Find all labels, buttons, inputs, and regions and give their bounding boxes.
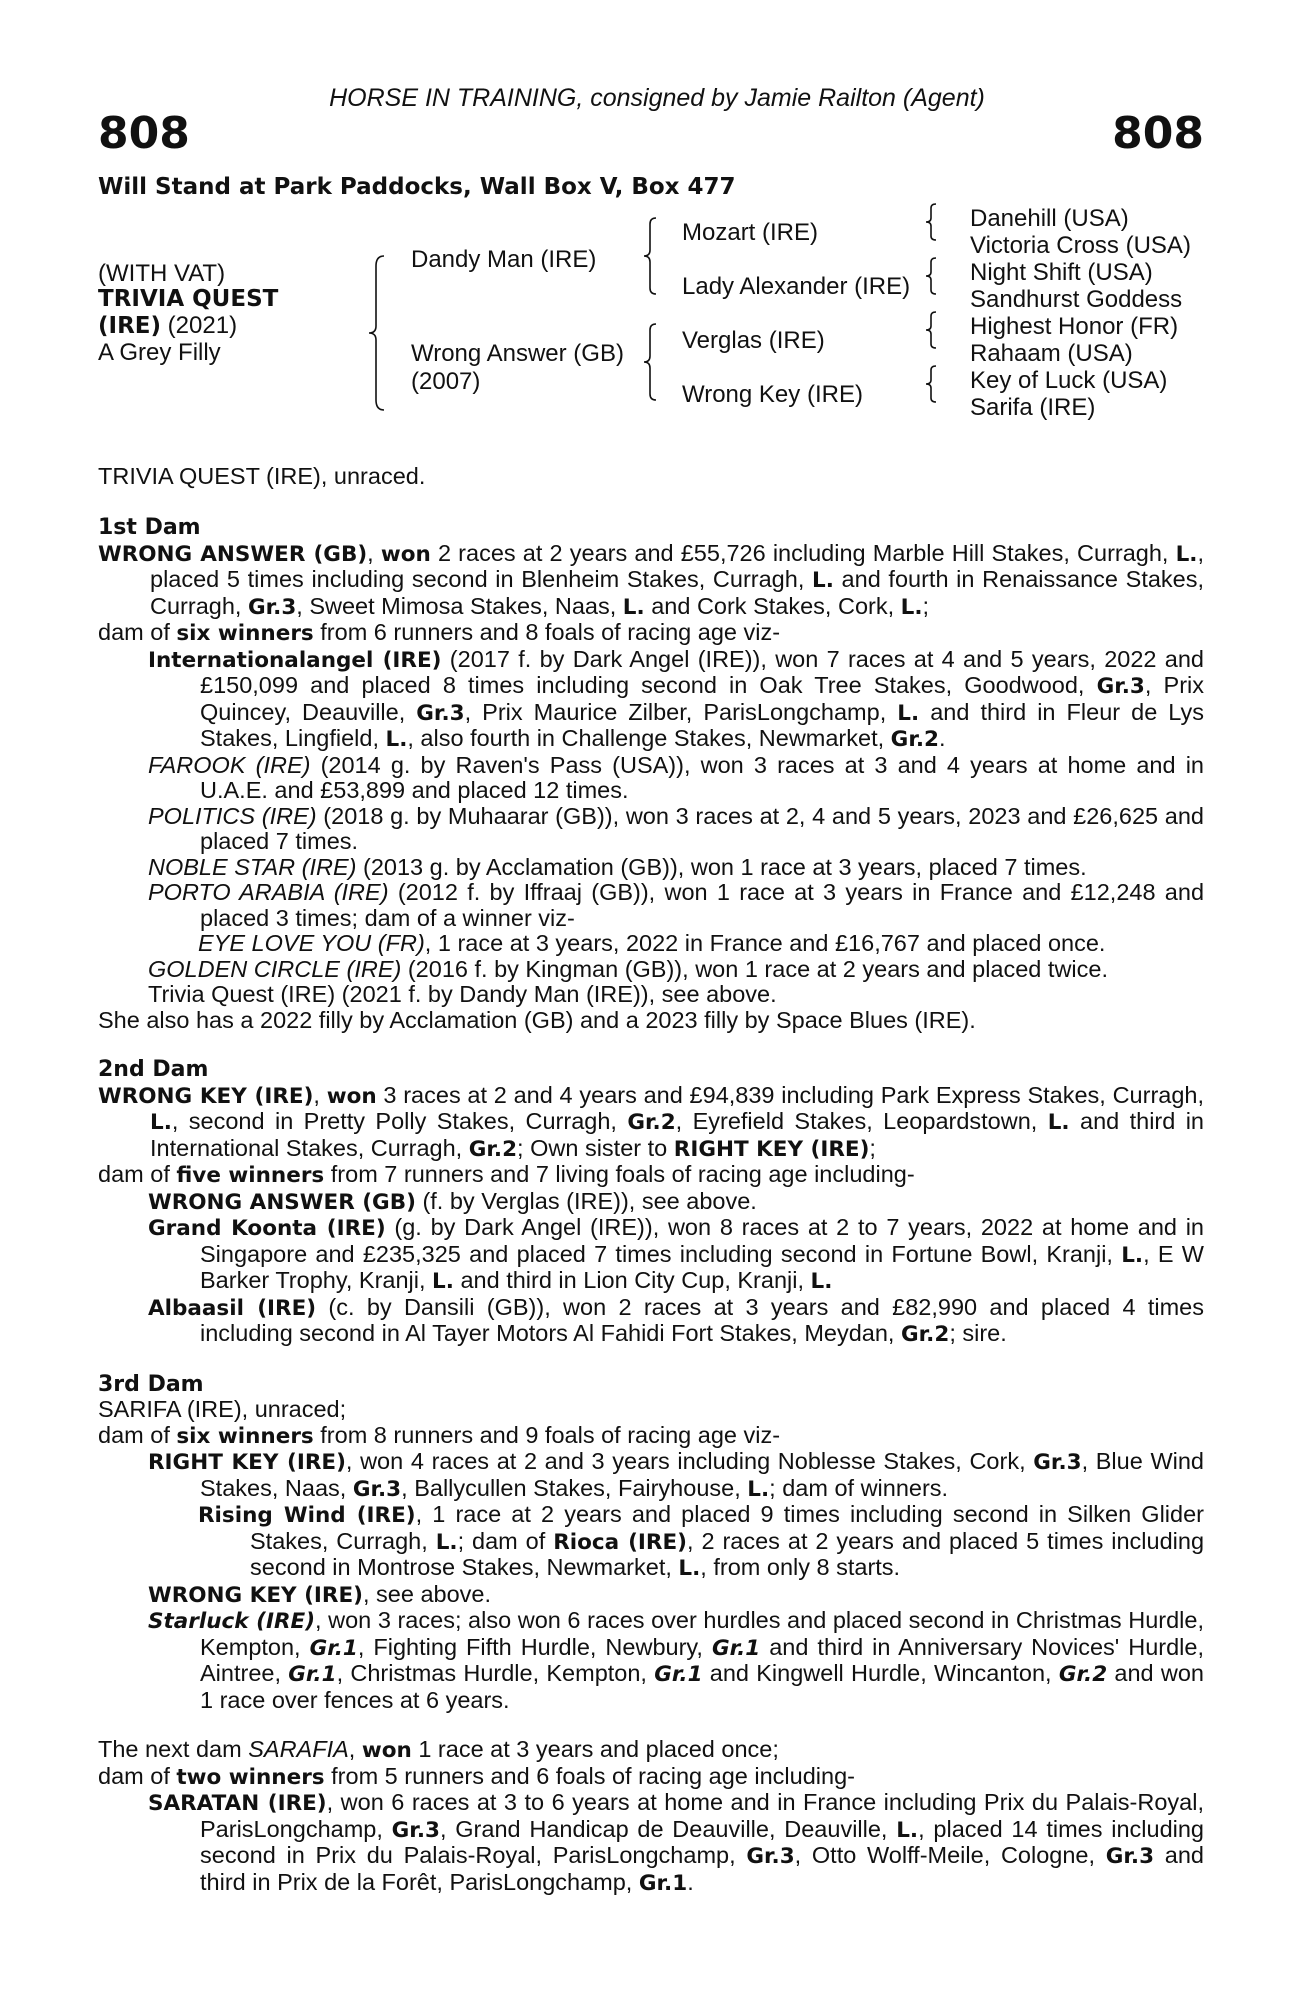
produce-noble-star: NOBLE STAR (IRE) (2013 g. by Acclamation (GB)), won 1 race at 3 years, placed 7 times. <box>148 853 1087 880</box>
lot-number-left: 808 <box>98 108 190 159</box>
pedigree-gen3-4: Sandhurst Goddess <box>970 286 1183 313</box>
produce-starluck: Starluck (IRE), won 3 races; also won 6 races over hurdles and placed second in Christmas Hurdle, Kempton, Gr.1, Fighting Fifth Hurdle, Newbury, Gr.1 and third in Anniversary Novices' Hurdle, Aintree, Gr.1, Christmas Hurdle, Kempton, Gr.1 and Kingwell Hurdle, Wincanton, Gr.2 and won 1 race over fences at 6 years. <box>148 1607 1204 1713</box>
first-dam-entry: WRONG ANSWER (GB), won 2 races at 2 years and £55,726 including Marble Hill Stakes, Curragh, L., placed 5 times including second in Blenheim Stakes, Curragh, L. and fourth in Renaissance Stakes, Curragh, Gr.3, Sweet Mimosa Stakes, Naas, L. and Cork Stakes, Cork, L.; <box>98 539 1205 620</box>
pedigree-gen3-8: Sarifa (IRE) <box>970 394 1096 421</box>
horse-name: TRIVIA QUEST <box>98 286 279 312</box>
pedigree-brace-sire <box>642 216 660 296</box>
pedigree-gen3-6: Rahaam (USA) <box>970 340 1133 367</box>
third-dam-produce-summary: dam of six winners from 8 runners and 9 foals of racing age viz- <box>98 1421 781 1449</box>
catalogue-body <box>98 515 1204 1896</box>
vat-label: (WITH VAT) <box>98 260 226 287</box>
produce-right-key: RIGHT KEY (IRE), won 4 races at 2 and 3 years including Noblesse Stakes, Cork, Gr.3, Blue Wind Stakes, Naas, Gr.3, Ballycullen Stakes, Fairyhouse, L.; dam of winners. <box>148 1448 1204 1502</box>
produce-grand-koonta: Grand Koonta (IRE) (g. by Dark Angel (IRE)), won 8 races at 2 to 7 years, 2022 at home and in Singapore and £235,325 and placed 7 times including second in Fortune Bowl, Kranji, L., E W Barker Trophy, Kranji, L. and third in Lion City Cup, Kranji, L. <box>148 1214 1204 1294</box>
pedigree-brace-ds <box>924 310 940 350</box>
pedigree-sire-dam: Lady Alexander (IRE) <box>682 273 911 300</box>
produce-farook: FAROOK (IRE) (2014 g. by Raven's Pass (USA)), won 3 races at 3 and 4 years at home and in U.A.E. and £53,899 and placed 12 times. <box>148 751 1204 803</box>
produce-internationalangel: Internationalangel (IRE) (2017 f. by Dark Angel (IRE)), won 7 races at 4 and 5 years, 2022 and £150,099 and placed 8 times including second in Oak Tree Stakes, Goodwood, Gr.3, Prix Quincey, Deauville, Gr.3, Prix Maurice Zilber, ParisLongchamp, L. and third in Fleur de Lys Stakes, Lingfield, L., also fourth in Challenge Stakes, Newmarket, Gr.2. <box>148 645 1205 752</box>
produce-saratan: SARATAN (IRE), won 6 races at 3 to 6 years at home and in France including Prix du Palais-Royal, ParisLongchamp, Gr.3, Grand Handicap de Deauville, Deauville, L., placed 14 times including second in Prix du Palais-Royal, ParisLongchamp, Gr.3, Otto Wolff-Meile, Cologne, Gr.3 and third in Prix de la Forêt, ParisLongchamp, Gr.1. <box>148 1789 1204 1896</box>
second-dam-produce-summary: dam of five winners from 7 runners and 7 living foals of racing age including- <box>98 1161 915 1188</box>
pedigree-gen3-5: Highest Honor (FR) <box>970 313 1179 340</box>
pedigree-dam-sire: Verglas (IRE) <box>682 327 825 354</box>
pedigree-gen3-2: Victoria Cross (USA) <box>970 232 1191 259</box>
second-dam-heading: 2nd Dam <box>98 1057 209 1082</box>
third-dam-entry: SARIFA (IRE), unraced; <box>98 1396 347 1422</box>
pedigree-dam-year: (2007) <box>411 368 481 395</box>
pedigree-sire: Dandy Man (IRE) <box>411 246 597 273</box>
produce-golden-circle: GOLDEN CIRCLE (IRE) (2016 f. by Kingman (GB)), won 1 race at 2 years and placed twice. <box>148 955 1108 982</box>
stand-location: Will Stand at Park Paddocks, Wall Box V, Box 477 <box>98 174 736 200</box>
next-dam-produce-summary: dam of two winners from 5 runners and 6 foals of racing age including- <box>98 1762 855 1790</box>
second-dam-entry: WRONG KEY (IRE), won 3 races at 2 and 4 years and £94,839 including Park Express Stakes, Curragh, L., second in Pretty Polly Stakes, Curragh, Gr.2, Eyrefield Stakes, Leopardstown, L. and third in International Stakes, Curragh, Gr.2; Own sister to RIGHT KEY (IRE); <box>98 1081 1205 1162</box>
pedigree-dam-dam: Wrong Key (IRE) <box>682 381 863 408</box>
catalogue-subtitle: HORSE IN TRAINING, consigned by Jamie Railton (Agent) <box>329 84 985 112</box>
produce-politics: POLITICS (IRE) (2018 g. by Muhaarar (GB)), won 3 races at 2, 4 and 5 years, 2023 and £26,625 and placed 7 times. <box>148 802 1205 854</box>
pedigree-brace-gen1 <box>366 254 390 412</box>
intro-line: TRIVIA QUEST (IRE), unraced. <box>98 463 426 489</box>
horse-description: A Grey Filly <box>98 339 221 366</box>
produce-rising-wind: Rising Wind (IRE), 1 race at 2 years and placed 9 times including second in Silken Glider Stakes, Curragh, L.; dam of Rioca (IRE), 2 races at 2 years and placed 5 times including second in Montrose Stakes, Newmarket, L., from only 8 starts. <box>198 1501 1205 1581</box>
pedigree-brace-ss <box>924 202 940 242</box>
produce-porto-arabia: PORTO ARABIA (IRE) (2012 f. by Iffraaj (GB)), won 1 race at 3 years in France and £12,248 and placed 3 times; dam of a winner viz- <box>148 879 1205 931</box>
first-dam-produce-summary: dam of six winners from 6 runners and 8 foals of racing age viz- <box>98 619 781 646</box>
pedigree-gen3-3: Night Shift (USA) <box>970 259 1153 286</box>
produce-wrong-key: WRONG KEY (IRE), see above. <box>148 1580 492 1608</box>
pedigree-brace-dd <box>924 364 940 404</box>
pedigree-brace-dam <box>642 322 660 402</box>
pedigree-sire-sire: Mozart (IRE) <box>682 219 819 246</box>
first-dam-heading: 1st Dam <box>98 515 201 540</box>
first-dam-additional-foals: She also has a 2022 filly by Acclamation (GB) and a 2023 filly by Space Blues (IRE). <box>98 1006 976 1033</box>
pedigree-gen3-7: Key of Luck (USA) <box>970 367 1168 394</box>
produce-eye-love-you: EYE LOVE YOU (FR), 1 race at 3 years, 2022 in France and £16,767 and placed once. <box>198 930 1106 956</box>
lot-number-right: 808 <box>1112 108 1204 159</box>
horse-origin-year: (IRE) (2021) <box>98 312 238 339</box>
third-dam-heading: 3rd Dam <box>98 1371 204 1397</box>
next-dam-entry: The next dam SARAFIA, won 1 race at 3 years and placed once; <box>98 1736 779 1763</box>
produce-trivia-quest: Trivia Quest (IRE) (2021 f. by Dandy Man (IRE)), see above. <box>148 981 777 1007</box>
pedigree-gen3-1: Danehill (USA) <box>970 205 1129 232</box>
produce-albaasil: Albaasil (IRE) (c. by Dansili (GB)), won 2 races at 3 years and £82,990 and placed 4 times including second in Al Tayer Motors Al Fahidi Fort Stakes, Meydan, Gr.2; sire. <box>148 1293 1204 1347</box>
pedigree-dam: Wrong Answer (GB) <box>411 340 624 367</box>
pedigree-brace-sd <box>924 256 940 296</box>
produce-wrong-answer: WRONG ANSWER (GB) (f. by Verglas (IRE)), see above. <box>148 1187 757 1215</box>
